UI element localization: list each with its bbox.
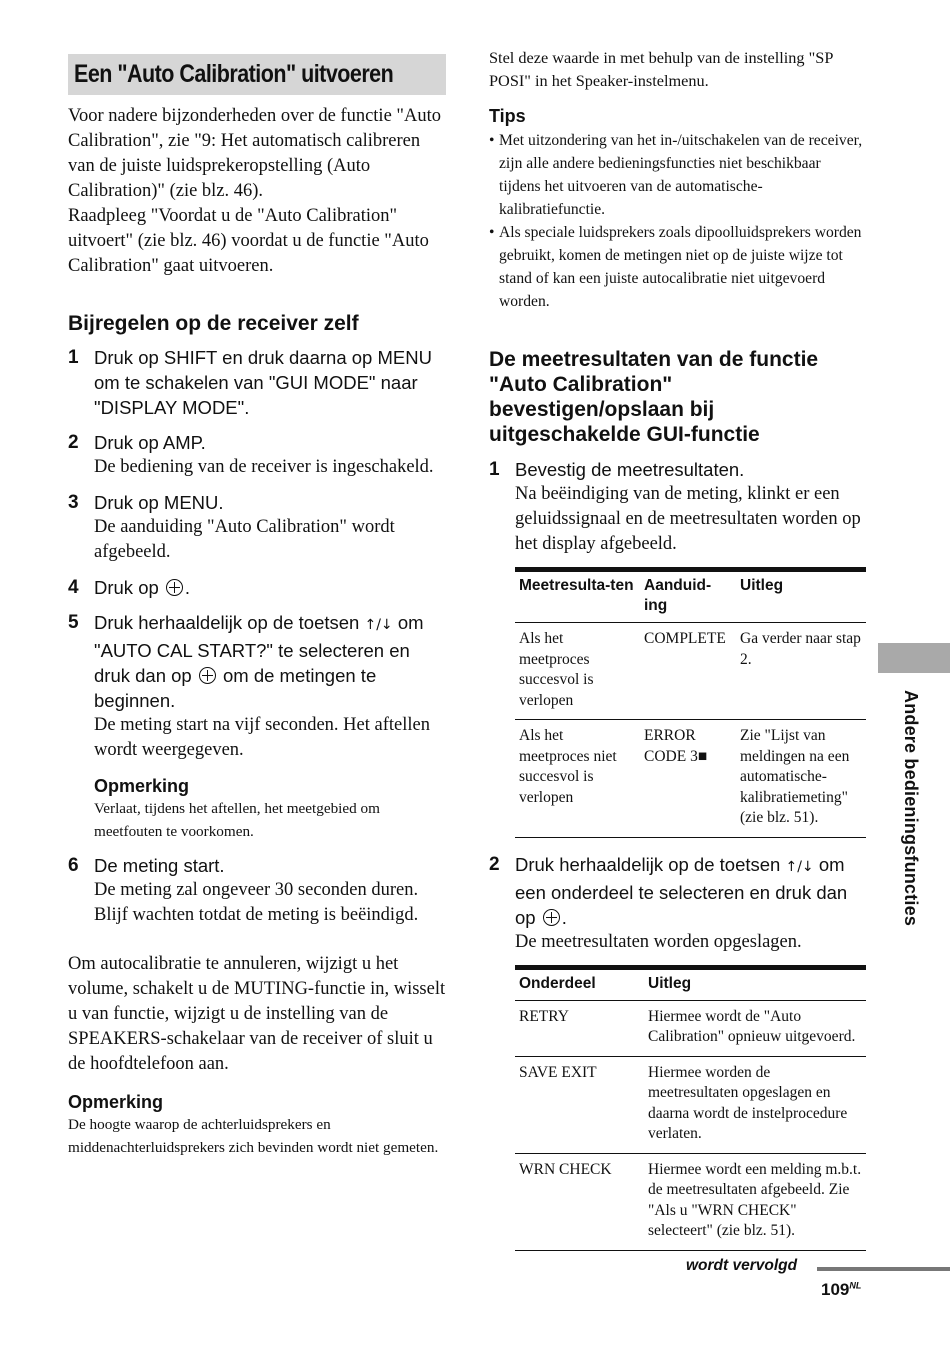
up-down-arrows-icon: ↑/↓	[364, 617, 393, 633]
column-header: Aanduid-ing	[640, 570, 736, 623]
table-cell: Zie "Lijst van meldingen na een automatische-kalibratiemeting" (zie blz. 51).	[736, 720, 866, 838]
enter-button-icon	[543, 909, 560, 926]
note-text: Verlaat, tijdens het aftellen, het meetgebied om meetfouten te voorkomen.	[94, 800, 380, 840]
chapter-side-label: Andere bedieningsfuncties	[901, 690, 921, 927]
step-number: 1	[489, 459, 500, 480]
note-text-bottom: De hoogte waarop de achterluidsprekers en middenachterluidsprekers zich bevinden wordt niet gemeten.	[68, 1116, 439, 1156]
step-explanation: De meting start na vijf seconden. Het aftellen wordt weergegeven.	[94, 715, 430, 760]
results-table	[515, 567, 866, 838]
step-number: 2	[489, 853, 500, 875]
step-explanation: Na beëindiging van de meting, klinkt er een geluidssignaal en de meetresultaten worden op het display afgebeeld.	[515, 484, 861, 554]
table-cell: Hiermee wordt een melding m.b.t. de meetresultaten afgebeeld. Zie "Als u "WRN CHECK" selecteert" (zie blz. 51).	[644, 1153, 866, 1250]
table-cell: Ga verder naar stap 2.	[736, 623, 866, 720]
table-cell: COMPLETE	[640, 623, 736, 720]
table-row	[515, 1056, 866, 1153]
step-number: 5	[68, 612, 79, 633]
table-row	[515, 1000, 866, 1056]
column-header: Onderdeel	[515, 967, 644, 1000]
step-4	[68, 575, 446, 600]
page-number	[821, 1280, 861, 1300]
table-header-row	[515, 967, 866, 1000]
column-header: Uitleg	[644, 967, 866, 1000]
column-header: Meetresulta-ten	[515, 570, 640, 623]
step-number: 6	[68, 855, 79, 876]
step-explanation: De meting zal ongeveer 30 seconden duren. Blijf wachten totdat de meting is beëindigd.	[94, 880, 419, 925]
continued-label: wordt vervolgd	[686, 1257, 798, 1274]
step-number: 2	[68, 432, 79, 453]
left-column	[68, 54, 446, 1159]
page-language-suffix: NL	[849, 1280, 862, 1291]
step-1	[68, 345, 446, 420]
step-instruction: Bevestig de meetresultaten.	[515, 459, 745, 480]
step-explanation: De meetresultaten worden opgeslagen.	[515, 931, 802, 952]
step-instruction	[94, 610, 446, 713]
step-instruction	[94, 575, 446, 600]
sp-posi-paragraph: Stel deze waarde in met behulp van de instelling "SP POSI" in het Speaker-instelmenu.	[489, 48, 833, 90]
results-step-1	[489, 457, 866, 838]
page-title: Een "Auto Calibration" uitvoeren	[74, 60, 394, 88]
table-cell: Als het meetproces niet succesvol is verlopen	[515, 720, 640, 838]
table-row	[515, 623, 866, 720]
step-instruction: Druk op AMP.	[94, 432, 206, 453]
right-column	[489, 46, 866, 1251]
up-down-arrows-icon: ↑/↓	[785, 858, 814, 875]
tip-item: • Als speciale luidsprekers zoals dipoolluidsprekers worden gebruikt, komen de metingen niet op de juiste wijze tot stand of kan een juiste autocalibratie niet uitgevoerd worden.	[489, 221, 866, 313]
table-cell: RETRY	[515, 1000, 644, 1056]
table-header-row	[515, 570, 866, 623]
step-text: Druk op	[94, 577, 159, 598]
cancel-paragraph: Om autocalibratie te annuleren, wijzigt u het volume, schakelt u de MUTING-functie in, wisselt u van functie, wijzigt u de instelling van de SPEAKERS-schakelaar van de receiver of sluit u de hoofdtelefoon aan.	[68, 954, 446, 1074]
step-number: 1	[68, 347, 79, 368]
table-cell: Hiermee wordt de "Auto Calibration" opnieuw uitgevoerd.	[644, 1000, 866, 1056]
enter-button-icon	[166, 579, 183, 596]
options-table	[515, 965, 866, 1251]
step-instruction: Druk op MENU.	[94, 492, 224, 513]
step-instruction	[515, 852, 866, 930]
step-instruction: De meting start.	[94, 855, 225, 876]
table-row	[515, 720, 866, 838]
step-number: 3	[68, 492, 79, 513]
section-title-box	[68, 54, 446, 95]
intro-paragraph-2: Raadpleeg "Voordat u de "Auto Calibration" uitvoert" (zie blz. 46) voordat u de functie "Auto Calibration" gaat uitvoeren.	[68, 206, 429, 276]
step-text-c: om de metingen te beginnen.	[94, 665, 377, 711]
chapter-tab	[878, 643, 950, 673]
table-cell: WRN CHECK	[515, 1153, 644, 1250]
step-text-a: Druk herhaaldelijk op de toetsen	[94, 612, 360, 633]
table-cell: SAVE EXIT	[515, 1056, 644, 1153]
enter-button-icon	[199, 667, 216, 684]
note-heading-bottom: Opmerking	[68, 1092, 164, 1112]
tips-heading: Tips	[489, 106, 526, 126]
table-cell: ERROR CODE 3■	[640, 720, 736, 838]
step-text-b: om een onderdeel te selecteren en druk dan op	[515, 853, 848, 928]
column-header: Uitleg	[736, 570, 866, 623]
table-cell: Als het meetproces succesvol is verlopen	[515, 623, 640, 720]
step-text-end: .	[184, 577, 191, 598]
step-text-c: .	[561, 906, 567, 928]
section-heading-results: De meetresultaten van de functie "Auto Calibration" bevestigen/opslaan bij uitgeschakelde GUI-functie	[489, 348, 819, 446]
step-explanation: De bediening van de receiver is ingeschakeld.	[94, 457, 434, 477]
step-number: 4	[68, 577, 79, 598]
step-2	[68, 430, 446, 480]
footer-rule	[817, 1267, 950, 1271]
table-row	[515, 1153, 866, 1250]
section-heading-receiver: Bijregelen op de receiver zelf	[68, 312, 359, 335]
step-instruction: Druk op SHIFT en druk daarna op MENU om te schakelen van "GUI MODE" naar "DISPLAY MODE".	[94, 347, 432, 418]
step-text-a: Druk herhaaldelijk op de toetsen	[515, 853, 781, 875]
step-text-b: om "AUTO CAL START?" te selecteren en druk dan op	[94, 612, 424, 686]
page-number-value: 109	[821, 1280, 850, 1299]
note-heading: Opmerking	[94, 776, 190, 796]
step-explanation: De aanduiding "Auto Calibration" wordt afgebeeld.	[94, 517, 395, 562]
step-3	[68, 490, 446, 565]
results-step-2	[489, 852, 866, 1251]
step-6	[68, 853, 446, 928]
intro-paragraph-1: Voor nadere bijzonderheden over de functie "Auto Calibration", zie "9: Het automatisch calibreren van de juiste luidsprekeropstelling (Auto Calibration)" (zie blz. 46).	[68, 106, 441, 201]
tip-item: • Met uitzondering van het in-/uitschakelen van de receiver, zijn alle andere bedieningsfuncties niet beschikbaar tijdens het uitvoeren van de automatische-kalibratiefunctie.	[489, 129, 866, 221]
step-5	[68, 610, 446, 843]
table-cell: Hiermee worden de meetresultaten opgeslagen en daarna wordt de instelprocedure verlaten.	[644, 1056, 866, 1153]
